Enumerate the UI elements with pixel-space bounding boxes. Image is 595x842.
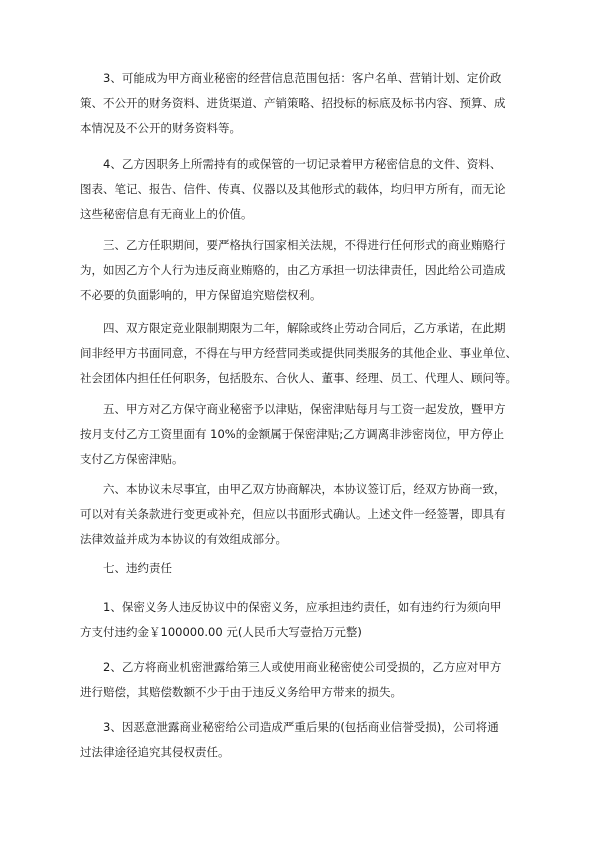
text-line: 4、乙方因职务上所需持有的或保管的一切记录着甲方秘密信息的文件、资料、 [103,157,502,171]
paragraph-7-2-compensation [80,655,520,705]
text-line: 六、本协议未尽事宜，由甲乙双方协商解决，本协议签订后，经双方协商一致， [103,482,506,496]
text-line: 四、双方限定竞业限制期限为二年，解除或终止劳动合同后，乙方承诺，在此期 [103,321,506,335]
text-line: 社会团体内担任任何职务，包括股东、合伙人、董事、经理、员工、代理人、顾问等。 [80,371,517,385]
text-line: 2、乙方将商业机密泄露给第三人或使用商业秘密使公司受损的，乙方应对甲方 [103,660,502,674]
text-line: 过法律途径追究其侵权责任。 [80,745,230,759]
paragraph-7-1-penalty [80,595,520,645]
text-line: 可以对有关条款进行变更或补充，但应以书面形式确认。上述文件一经签署，即具有 [80,507,506,521]
section-heading-7-breach-liability [80,556,520,581]
section-heading: 七、违约责任 [103,561,172,575]
paragraph-section-4-non-compete [80,316,520,391]
text-line: 1、保密义务人违反协议中的保密义务，应承担违约责任，如有违约行为须向甲 [103,600,502,614]
text-line: 间非经甲方书面同意，不得在与甲方经营同类或提供同类服务的其他企业、事业单位、 [80,346,517,360]
text-line: 3、因恶意泄露商业秘密给公司造成严重后果的(包括商业信誉受损)，公司将通 [103,720,499,734]
text-line: 不必要的负面影响的，甲方保留追究赔偿权利。 [80,288,322,302]
paragraph-section-3-anti-bribery [80,233,520,308]
text-line: 按月支付乙方工资里面有 10%的金额属于保密津贴;乙方调离非涉密岗位，甲方停止 [80,427,505,441]
text-line: 图表、笔记、报告、信件、传真、仪器以及其他形式的载体，均归甲方所有，而无论 [80,182,506,196]
text-line: 五、甲方对乙方保守商业秘密予以津贴，保密津贴每月与工资一起发放，暨甲方 [103,402,506,416]
paragraph-3-business-info-scope [80,66,520,141]
text-line: 3、可能成为甲方商业秘密的经营信息范围包括：客户名单、营销计划、定价政 [103,71,502,85]
text-line: 进行赔偿，其赔偿数额不少于由于违反义务给甲方带来的损失。 [80,685,402,699]
text-line: 方支付违约金￥100000.00 元(人民币大写壹拾万元整) [80,625,362,639]
text-line: 这些秘密信息有无商业上的价值。 [80,207,253,221]
text-line: 三、乙方任职期间，要严格执行国家相关法规，不得进行任何形式的商业贿赂行 [103,238,506,252]
text-line: 本情况及不公开的财务资料等。 [80,121,241,135]
paragraph-7-3-legal-action [80,715,520,765]
paragraph-4-document-ownership [80,152,520,227]
paragraph-section-6-amendments [80,477,520,552]
text-line: 支付乙方保密津贴。 [80,452,184,466]
text-line: 法律效益并成为本协议的有效组成部分。 [80,532,287,546]
text-line: 策、不公开的财务资料、进货渠道、产销策略、招投标的标底及标书内容、预算、成 [80,96,506,110]
text-line: 为，如因乙方个人行为违反商业贿赂的，由乙方承担一切法律责任，因此给公司造成 [80,263,506,277]
paragraph-section-5-confidentiality-allowance [80,397,520,472]
